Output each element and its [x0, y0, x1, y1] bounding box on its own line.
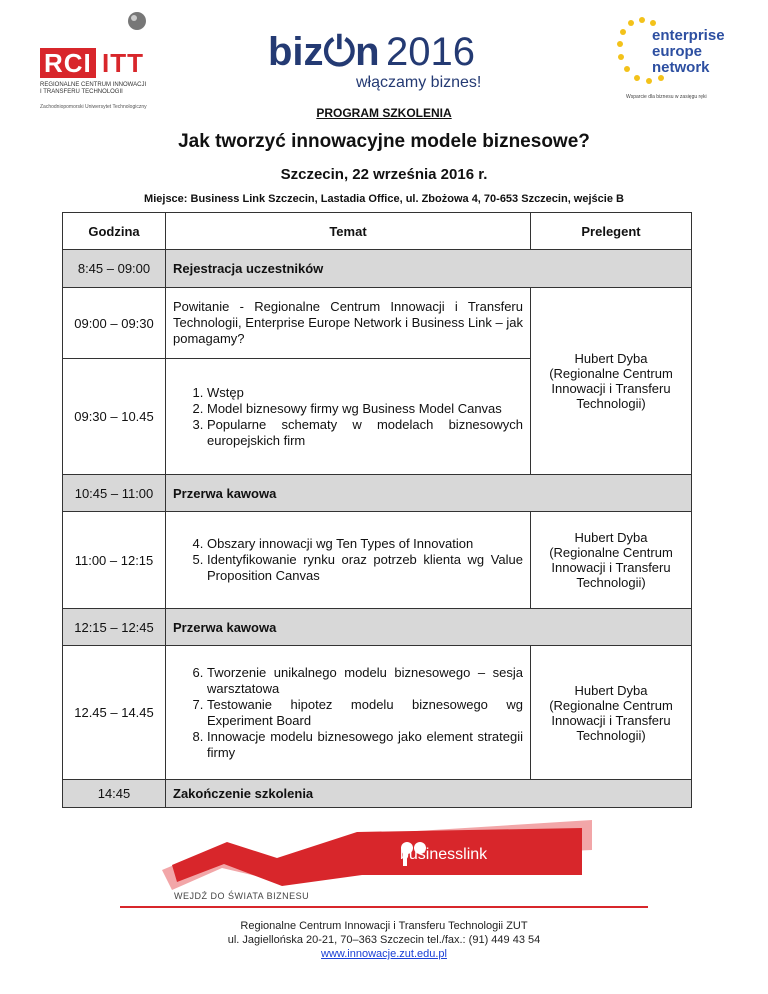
footer-divider [120, 906, 648, 908]
bizon-logo-slogan: włączamy biznes! [356, 74, 482, 91]
event-date: Szczecin, 22 września 2016 r. [280, 166, 488, 183]
row-topic: Zakończenie szkolenia [166, 780, 692, 808]
footer-url-wrap [0, 948, 768, 960]
event-place: Miejsce: Business Link Szczecin, Lastadia Office, ul. Zbożowa 4, 70-653 Szczecin, wejście B [144, 193, 624, 205]
table-row [63, 609, 692, 646]
footer-url-link[interactable]: www.innowacje.zut.edu.pl [321, 948, 447, 960]
rci-logo-part2: ITT [102, 48, 144, 78]
businesslink-name: businesslink [400, 846, 488, 863]
row-time: 10:45 – 11:00 [63, 475, 166, 512]
row-speaker: Hubert Dyba (Regionalne Centrum Innowacji i Transferu Technologii) [531, 288, 692, 475]
globe-icon [126, 10, 148, 32]
een-logo-caption: Wsparcie dla biznesu w zasięgu ręki [626, 94, 707, 100]
list-item: 3. Popularne schematy w modelach biznesowych europejskich firm [207, 417, 523, 449]
rci-logo-line3: Zachodniopomorski Uniwersytet Technologiczny [40, 104, 147, 110]
topic-list [173, 536, 523, 584]
list-item: 7. Testowanie hipotez modelu biznesowego wg Experiment Board [207, 697, 523, 729]
row-topic: Rejestracja uczestników [166, 250, 692, 288]
topic-list [173, 665, 523, 761]
rci-logo-part1: RCI [40, 48, 96, 78]
topic-list [173, 385, 523, 449]
bizon-logo-year: 2016 [386, 30, 475, 74]
header-speaker: Prelegent [531, 213, 692, 250]
rci-itt-logo [40, 10, 180, 110]
header-topic: Temat [166, 213, 531, 250]
schedule-table [62, 212, 692, 808]
list-item: 1. Wstęp [207, 385, 523, 401]
een-logo [612, 12, 725, 100]
rci-logo-subtitle [40, 82, 190, 96]
document-title: Jak tworzyć innowacyjne modele biznesowe? [178, 131, 590, 152]
row-topic-list [166, 512, 531, 609]
list-item: 4. Obszary innowacji wg Ten Types of Innovation [207, 536, 523, 552]
table-row [63, 512, 692, 609]
footer-line2: ul. Jagiellońska 20-21, 70–363 Szczecin tel./fax.: (91) 449 43 54 [227, 934, 541, 946]
footer-line1: Regionalne Centrum Innowacji i Transferu Technologii ZUT [240, 920, 528, 932]
businesslink-tagline: WEJDŹ DO ŚWIATA BIZNESU [174, 891, 310, 901]
list-item: 5. Identyfikowanie rynku oraz potrzeb klienta wg Value Proposition Canvas [207, 552, 523, 584]
row-time: 11:00 – 12:15 [63, 512, 166, 609]
program-label: PROGRAM SZKOLENIA [316, 106, 452, 120]
row-topic: Przerwa kawowa [166, 475, 692, 512]
row-time: 12:15 – 12:45 [63, 609, 166, 646]
list-item: 8. Innowacje modelu biznesowego jako element strategii firmy [207, 729, 523, 761]
table-row [63, 288, 692, 359]
row-time: 09:30 – 10.45 [63, 359, 166, 475]
row-time: 12.45 – 14.45 [63, 646, 166, 780]
row-topic: Przerwa kawowa [166, 609, 692, 646]
row-topic: Powitanie - Regionalne Centrum Innowacji i Transferu Technologii, Enterprise Europe Network i Business Link – jak pomagamy? [166, 288, 531, 359]
table-row [63, 250, 692, 288]
row-time: 14:45 [63, 780, 166, 808]
row-speaker: Hubert Dyba (Regionalne Centrum Innowacji i Transferu Technologii) [531, 646, 692, 780]
table-header-row [63, 213, 692, 250]
een-logo-name [652, 28, 725, 76]
table-row [63, 475, 692, 512]
row-topic-list [166, 359, 531, 475]
een-logo-line2: europe [652, 43, 703, 60]
list-item: 6. Tworzenie unikalnego modelu biznesowego – sesja warsztatowa [207, 665, 523, 697]
table-row [63, 780, 692, 808]
een-logo-line1: enterprise [652, 27, 725, 44]
een-logo-line3: network [652, 59, 710, 76]
row-time: 8:45 – 09:00 [63, 250, 166, 288]
rci-logo-line2: I TRANSFERU TECHNOLOGII [40, 89, 123, 95]
row-speaker: Hubert Dyba (Regionalne Centrum Innowacji i Transferu Technologii) [531, 512, 692, 609]
rci-logo-line1: REGIONALNE CENTRUM INNOWACJI [40, 82, 147, 88]
list-item: 2. Model biznesowy firmy wg Business Model Canvas [207, 401, 523, 417]
businesslink-banner [162, 820, 592, 900]
row-topic-list [166, 646, 531, 780]
header-time: Godzina [63, 213, 166, 250]
bizon-logo [268, 30, 508, 90]
table-row [63, 646, 692, 780]
row-time: 09:00 – 09:30 [63, 288, 166, 359]
bizon-logo-word: biz⏻n [268, 30, 380, 74]
